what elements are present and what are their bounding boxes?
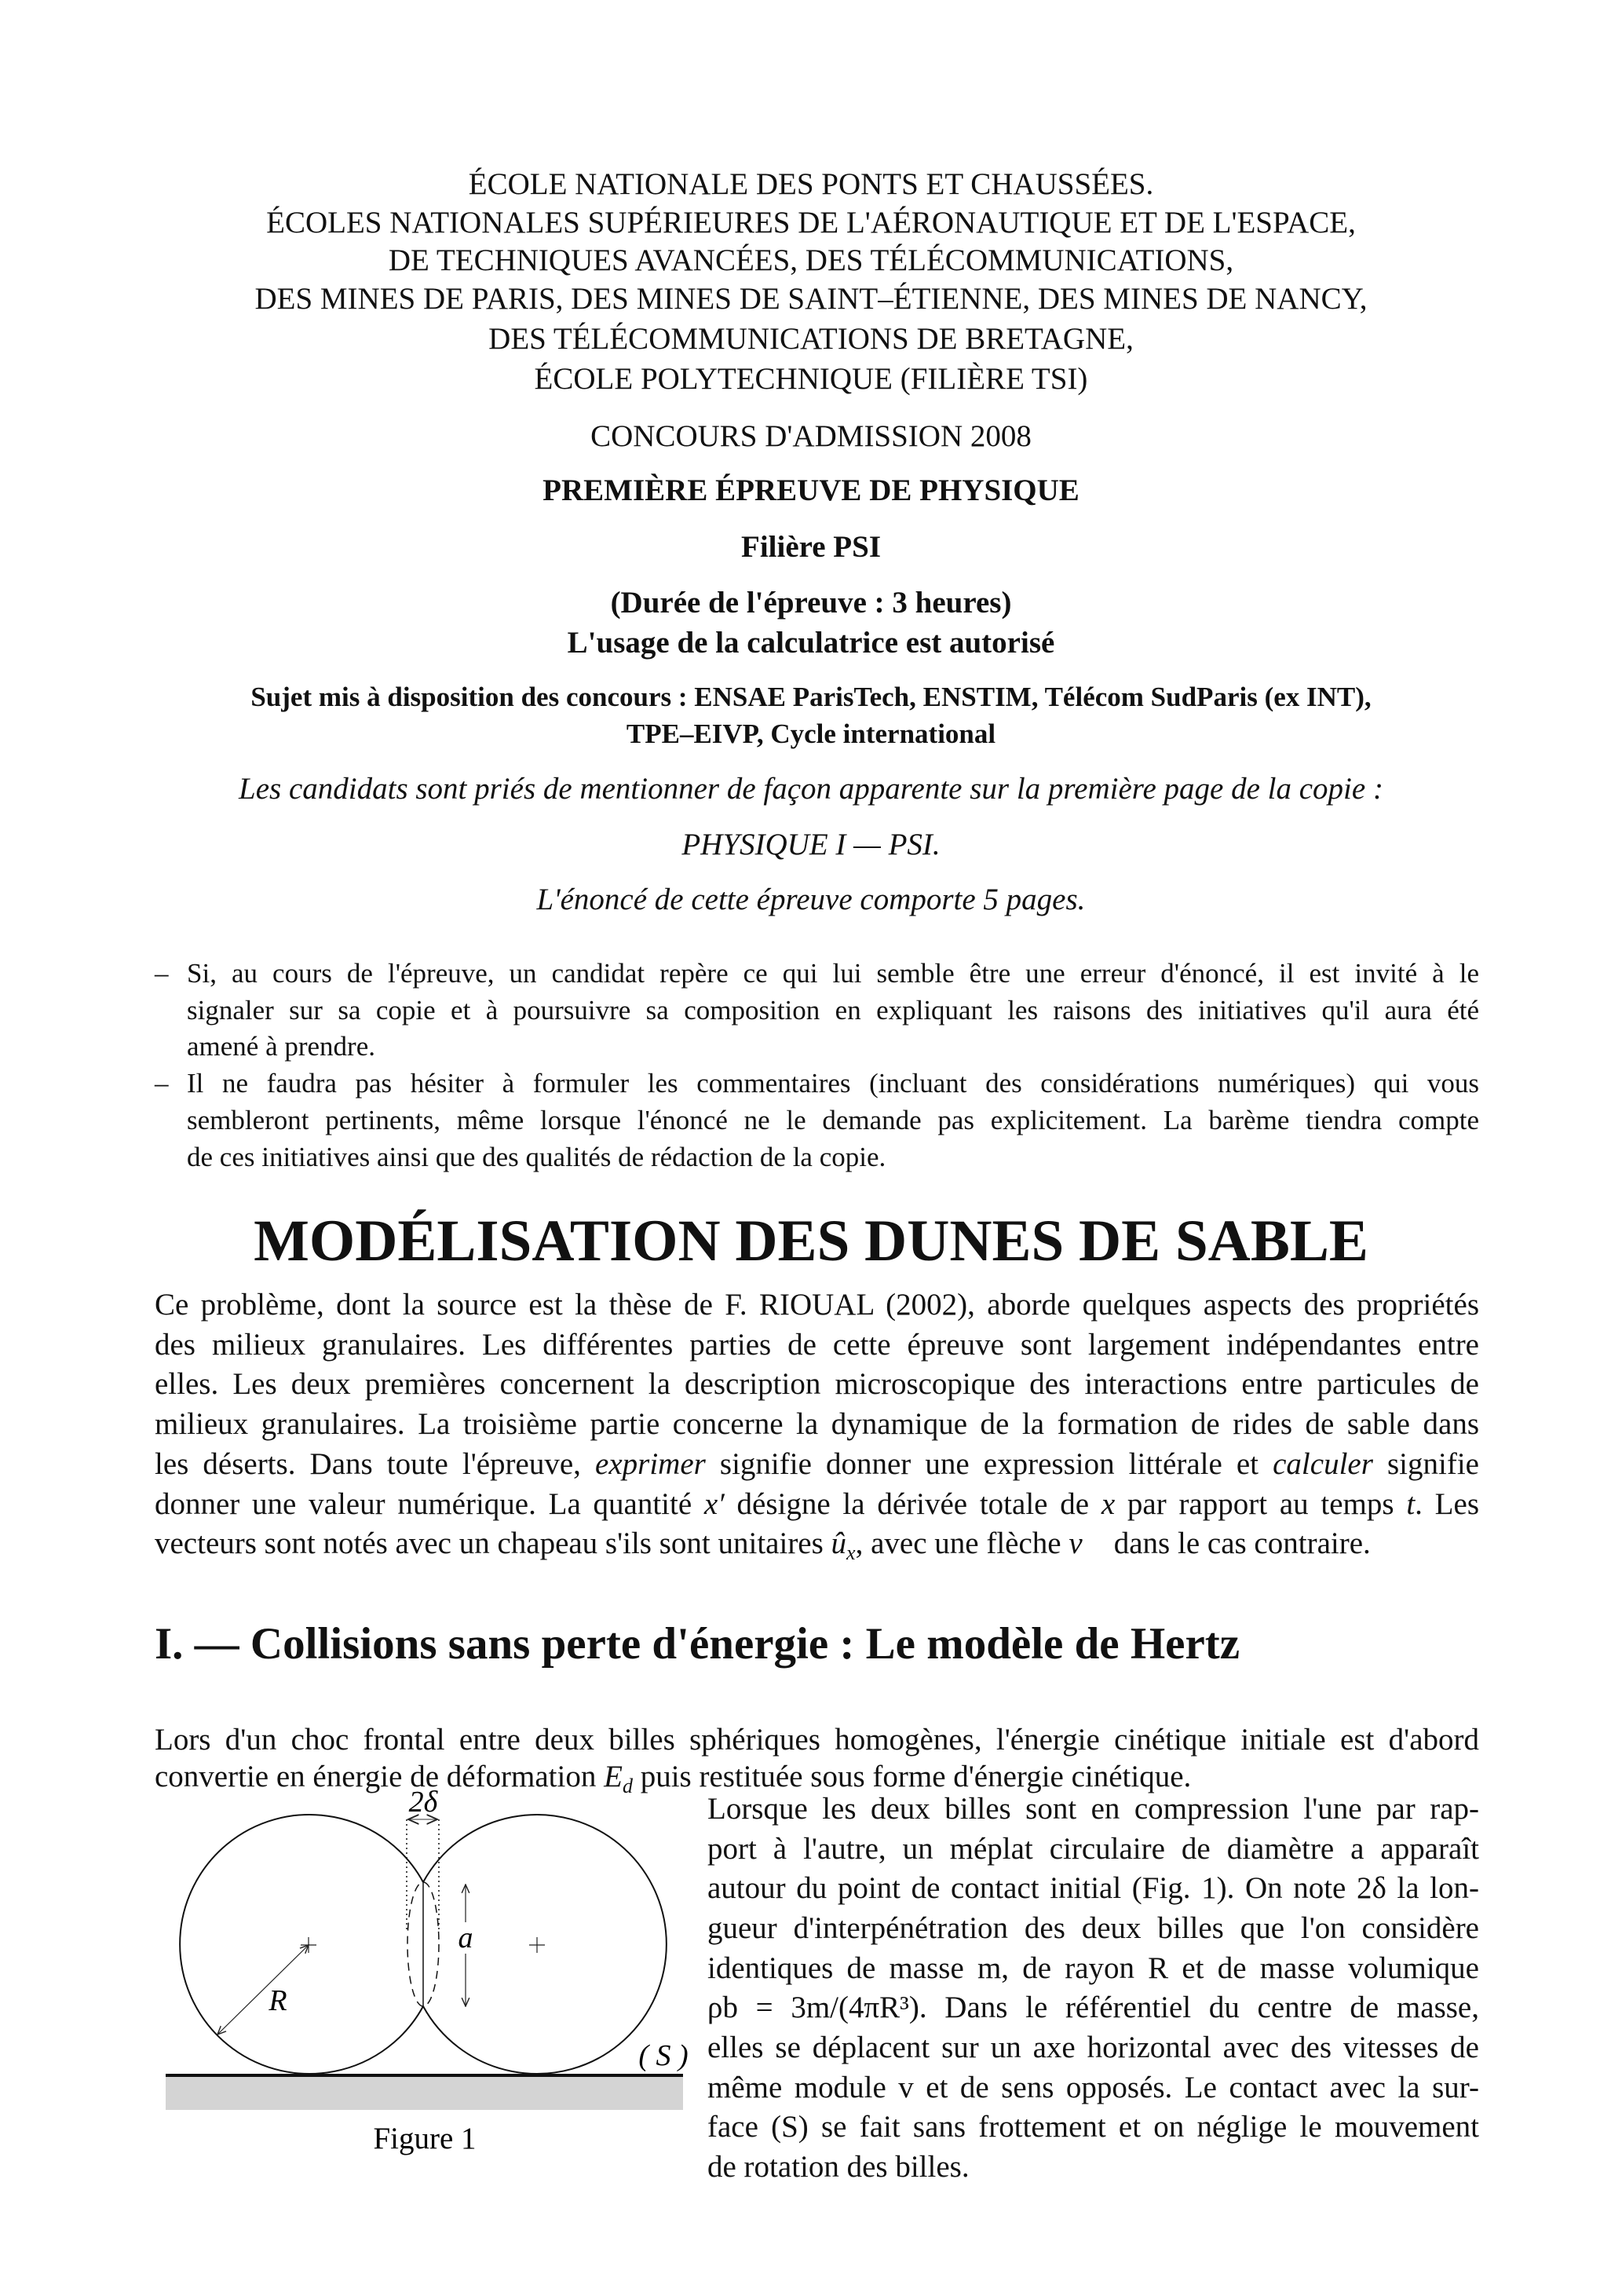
section-heading: I. — Collisions sans perte d'énergie : Le modèle de Hertz [155, 1619, 1240, 1669]
term-calculer: calculer [1273, 1447, 1373, 1481]
radius-arrow [217, 1945, 309, 2035]
bullet-dash: – [155, 958, 169, 989]
bullet-dash: – [155, 1068, 169, 1099]
concours-label: CONCOURS D'ADMISSION 2008 [590, 419, 1032, 453]
sujet-line: Sujet mis à disposition des concours : ENSAE ParisTech, ENSTIM, Télécom SudParis (ex INT), [250, 682, 1372, 712]
problem-title: MODÉLISATION DES DUNES DE SABLE [254, 1208, 1368, 1274]
text: . Les [1415, 1487, 1479, 1521]
right-column-line: de rotation des billes. [707, 2150, 970, 2184]
text: dans le cas contraire. [1106, 1526, 1371, 1560]
right-column-line: ρb = 3m/(4πR³). Dans le référentiel du centre de masse, [707, 1991, 1479, 2024]
calculatrice-label: L'usage de la calculatrice est autorisé [567, 626, 1055, 660]
right-column-line: face (S) se fait sans frottement et on néglige le mouvement [707, 2110, 1479, 2144]
epreuve-title: PREMIÈRE ÉPREUVE DE PHYSIQUE [542, 473, 1080, 507]
text: donner une valeur numérique. La quantité [155, 1487, 704, 1521]
math-E: E [604, 1760, 623, 1793]
math-x: x [1101, 1487, 1116, 1521]
text: les déserts. Dans toute l'épreuve, [155, 1447, 596, 1481]
right-column-line: port à l'autre, un méplat circulaire de diamètre a apparaît [707, 1832, 1479, 1866]
left-ball [180, 1815, 423, 2074]
a-label: a [458, 1921, 473, 1954]
school-line: ÉCOLE NATIONALE DES PONTS ET CHAUSSÉES. [468, 167, 1154, 201]
sujet-line: TPE–EIVP, Cycle international [626, 718, 996, 749]
math-subscript: x [846, 1541, 856, 1564]
right-column-line: même module v et de sens opposés. Le contact avec la sur- [707, 2071, 1479, 2104]
text: signifie donner une expression littérale et [705, 1447, 1273, 1481]
instruction-line: Si, au cours de l'épreuve, un candidat repère ce qui lui semble être une erreur d'énoncé, il est invité à le [187, 958, 1479, 989]
delta-label: 2δ [408, 1786, 438, 1819]
right-column-line: elles se déplacent sur un axe horizontal avec des vitesses de [707, 2031, 1479, 2064]
figure-caption: Figure 1 [373, 2122, 477, 2155]
page-count: L'énoncé de cette épreuve comporte 5 pages. [536, 883, 1086, 916]
text: signifie [1372, 1447, 1479, 1481]
school-line: DES MINES DE PARIS, DES MINES DE SAINT–ÉTIENNE, DES MINES DE NANCY, [254, 282, 1368, 316]
right-column-line: autour du point de contact initial (Fig. 1). On note 2δ la lon- [707, 1871, 1479, 1905]
surface-label: ( S ) [638, 2039, 689, 2072]
math-subscript: d [622, 1775, 633, 1797]
school-line: DES TÉLÉCOMMUNICATIONS DE BRETAGNE, [488, 322, 1134, 356]
text: par rapport au temps [1115, 1487, 1407, 1521]
math-x-prime: x′ [703, 1487, 725, 1521]
school-line: DE TECHNIQUES AVANCÉES, DES TÉLÉCOMMUNICATIONS, [388, 243, 1234, 277]
intro-line: Ce problème, dont la source est la thèse de F. RIOUAL (2002), aborde quelques aspects des propriétés [155, 1288, 1479, 1322]
instruction-line: amené à prendre. [187, 1031, 375, 1062]
math-vector-v: v⃗ [1069, 1526, 1106, 1560]
text: vecteurs sont notés avec un chapeau s'ils sont unitaires [155, 1526, 831, 1560]
school-line: ÉCOLE POLYTECHNIQUE (FILIÈRE TSI) [534, 362, 1088, 396]
math-t: t [1406, 1487, 1416, 1521]
intro-line: des milieux granulaires. Les différentes parties de cette épreuve sont largement indépendantes entre [155, 1328, 1479, 1362]
copy-mention: PHYSIQUE I — PSI. [681, 828, 941, 861]
instruction-line: sembleront pertinents, même lorsque l'énoncé ne le demande pas explicitement. La barème tiendra compte [187, 1105, 1479, 1135]
section-line: Lors d'un choc frontal entre deux billes sphériques homogènes, l'énergie cinétique initiale est d'abord [155, 1723, 1479, 1757]
ground-surface [166, 2075, 683, 2110]
text: , avec une flèche [855, 1526, 1069, 1560]
center-plus-icon [529, 1937, 545, 1953]
instruction-line: signaler sur sa copie et à poursuivre sa composition en expliquant les raisons des initiatives qu'il aura été [187, 995, 1479, 1026]
text: convertie en énergie de déformation [155, 1760, 605, 1793]
instruction-line: de ces initiatives ainsi que des qualités de rédaction de la copie. [187, 1142, 886, 1172]
right-column-line: gueur d'interpénétration des deux billes que l'on considère [707, 1911, 1479, 1945]
r-label: R [269, 1984, 287, 2017]
math-unit-vector: û [831, 1526, 847, 1560]
intro-line: elles. Les deux premières concernent la description microscopique des interactions entre particules de [155, 1367, 1479, 1401]
term-exprimer: exprimer [595, 1447, 706, 1481]
school-line: ÉCOLES NATIONALES SUPÉRIEURES DE L'AÉRONAUTIQUE ET DE L'ESPACE, [266, 206, 1356, 239]
duree-label: (Durée de l'épreuve : 3 heures) [610, 586, 1012, 620]
right-column-line: Lorsque les deux billes sont en compression l'une par rap- [707, 1792, 1479, 1826]
candidats-instruction: Les candidats sont priés de mentionner de façon apparente sur la première page de la copie : [239, 772, 1383, 806]
right-column-line: identiques de masse m, de rayon R et de masse volumique [707, 1951, 1479, 1985]
intro-line: milieux granulaires. La troisième partie concerne la dynamique de la formation de rides de sable dans [155, 1407, 1479, 1441]
text: puis restituée sous forme d'énergie cinétique. [632, 1760, 1192, 1793]
text: désigne la dérivée totale de [724, 1487, 1101, 1521]
filiere-label: Filière PSI [741, 530, 881, 564]
instruction-line: Il ne faudra pas hésiter à formuler les commentaires (incluant des considérations numériques) qui vous [187, 1068, 1479, 1099]
